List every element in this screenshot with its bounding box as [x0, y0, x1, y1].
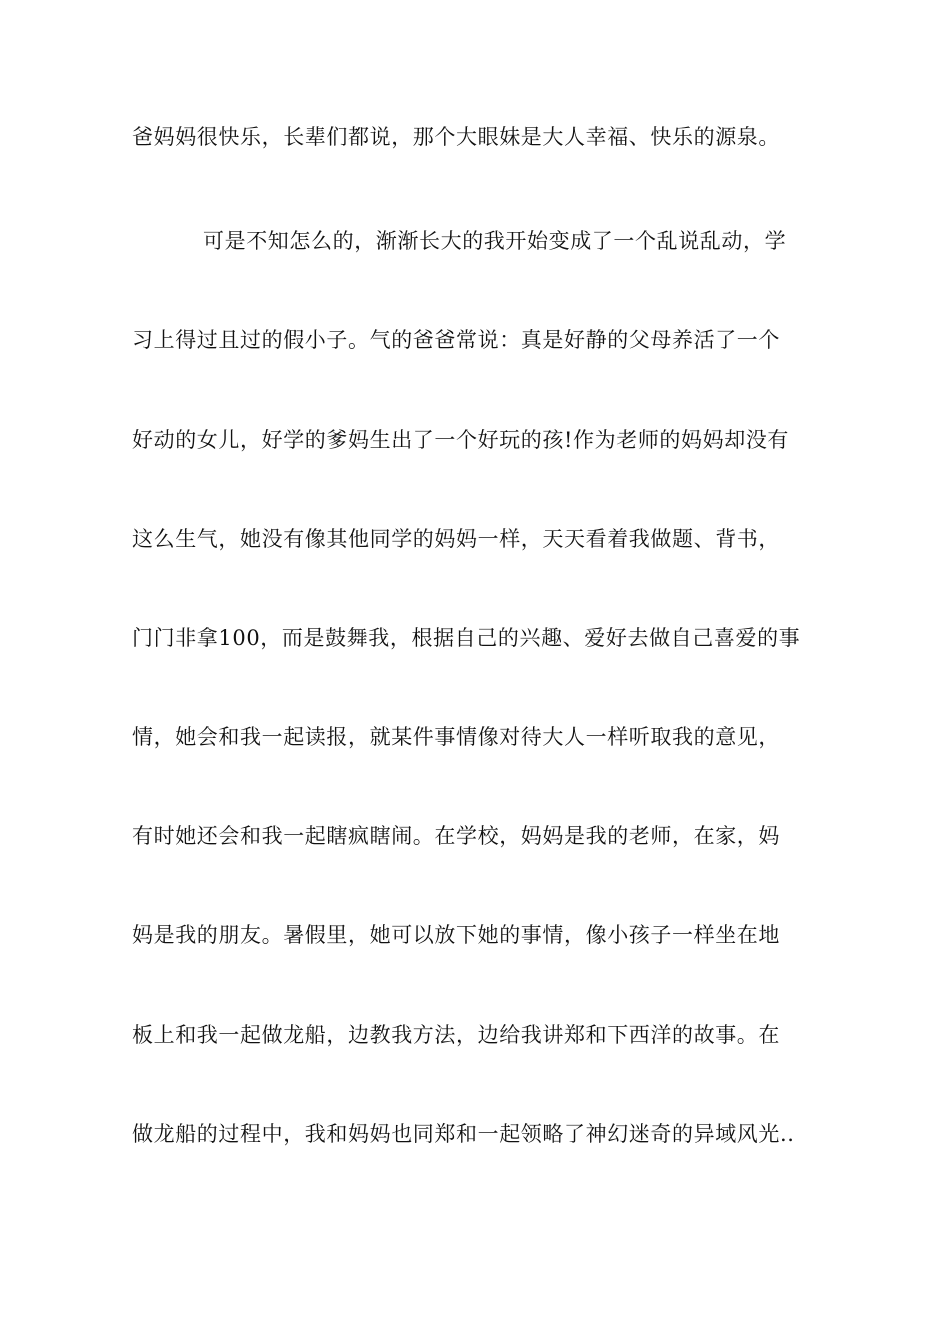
text-line: 做龙船的过程中，我和妈妈也同郑和一起领略了神幻迷奇的异域风光.. [132, 1122, 795, 1146]
text-line: 好动的女儿，好学的爹妈生出了一个好玩的孩!作为老师的妈妈却没有 [132, 428, 790, 452]
text-line: 习上得过且过的假小子。气的爸爸常说：真是好静的父母养活了一个 [132, 328, 780, 352]
paragraph-start-line: 可是不知怎么的，渐渐长大的我开始变成了一个乱说乱动，学 [203, 229, 787, 253]
text-line: 爸妈妈很快乐，长辈们都说，那个大眼妹是大人幸福、快乐的源泉。 [132, 125, 780, 149]
text-line: 情，她会和我一起读报，就某件事情像对待大人一样听取我的意见， [132, 725, 780, 749]
text-line: 有时她还会和我一起瞎疯瞎闹。在学校，妈妈是我的老师，在家，妈 [132, 824, 780, 848]
text-line: 板上和我一起做龙船，边教我方法，边给我讲郑和下西洋的故事。在 [132, 1023, 780, 1047]
text-line: 门门非拿100，而是鼓舞我，根据自己的兴趣、爱好去做自己喜爱的事 [132, 626, 801, 650]
text-line: 妈是我的朋友。暑假里，她可以放下她的事情，像小孩子一样坐在地 [132, 923, 780, 947]
text-line: 这么生气，她没有像其他同学的妈妈一样，天天看着我做题、背书， [132, 527, 780, 551]
